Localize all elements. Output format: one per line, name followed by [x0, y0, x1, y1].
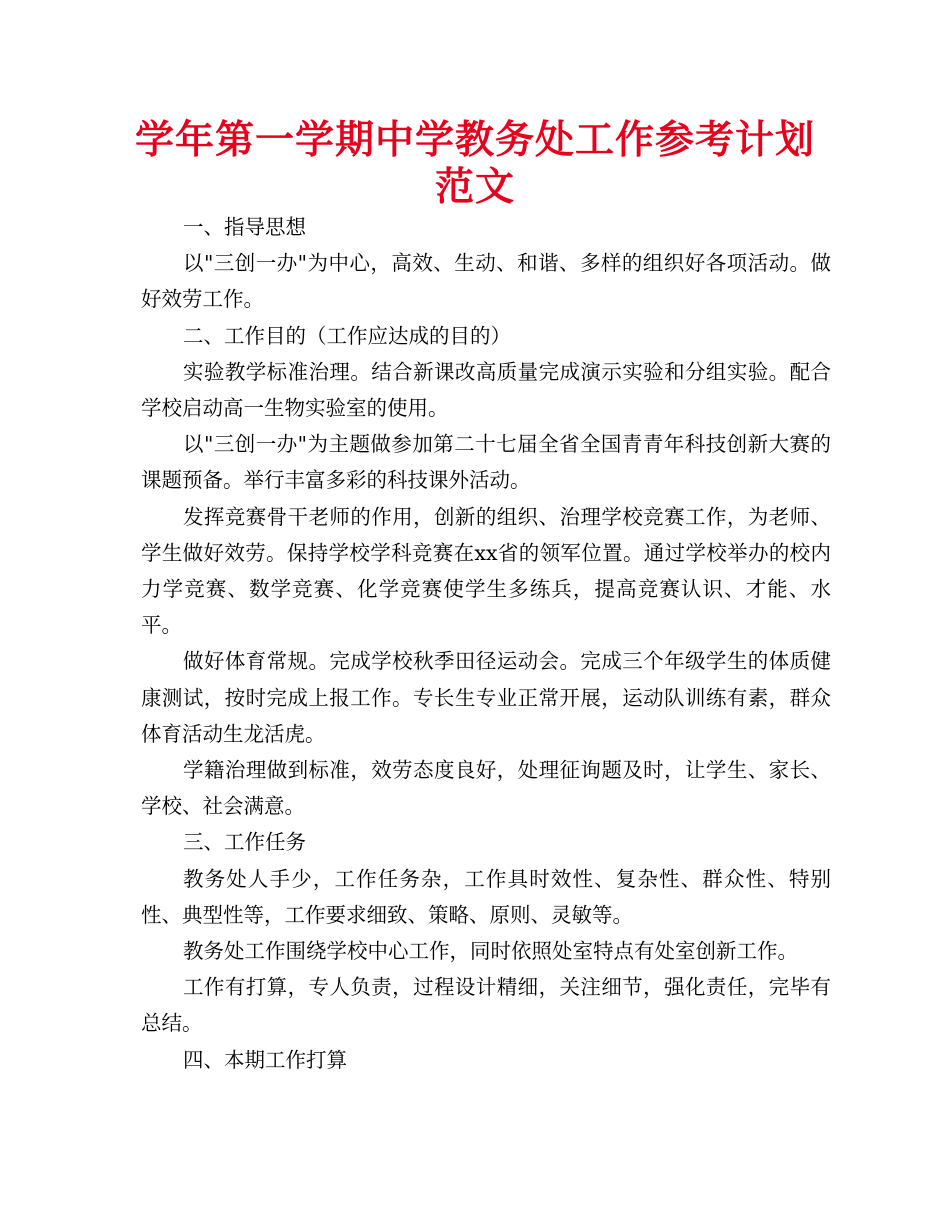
section-heading: 二、工作目的（工作应达成的目的） — [183, 323, 511, 348]
paragraph: 做好体育常规。完成学校秋季田径运动会。完成三个年级学生的体质健康测试，按时完成上报工作。专长生专业正常开展，运动队训练有素，群众体育活动生龙活虎。 — [141, 649, 831, 746]
section-heading: 一、指导思想 — [183, 215, 306, 239]
paragraph: 以"三创一办"为主题做参加第二十七届全省全国青青年科技创新大赛的课题预备。举行丰富多彩的科技课外活动。 — [141, 432, 831, 493]
paragraph: 教务处人手少，工作任务杂，工作具时效性、复杂性、群众性、特别性、典型性等，工作要求细致、策略、原则、灵敏等。 — [141, 866, 831, 927]
paragraph: 以"三创一办"为中心，高效、生动、和谐、多样的组织好各项活动。做好效劳工作。 — [141, 251, 831, 312]
document-body — [141, 209, 831, 1078]
paragraph: 实验教学标准治理。结合新课改高质量完成演示实验和分组实验。配合学校启动高一生物实验室的使用。 — [141, 359, 831, 421]
section-heading: 四、本期工作打算 — [183, 1047, 347, 1072]
paragraph: 发挥竞赛骨干老师的作用，创新的组织、治理学校竞赛工作，为老师、学生做好效劳。保持学校学科竞赛在xx省的领军位置。通过学校举办的校内力学竞赛、数学竞赛、化学竞赛使学生多练兵，提高竞赛认识、才能、水平。 — [141, 504, 831, 638]
paragraph: 学籍治理做到标准，效劳态度良好，处理征询题及时，让学生、家长、学校、社会满意。 — [141, 758, 831, 819]
section-heading: 三、工作任务 — [183, 830, 306, 855]
paragraph: 教务处工作围绕学校中心工作，同时依照处室特点有处室创新工作。 — [183, 939, 798, 964]
paragraph: 工作有打算，专人负责，过程设计精细，关注细节，强化责任，完毕有总结。 — [141, 975, 831, 1036]
document-title: 学年第一学期中学教务处工作参考计划范文 — [134, 117, 815, 210]
